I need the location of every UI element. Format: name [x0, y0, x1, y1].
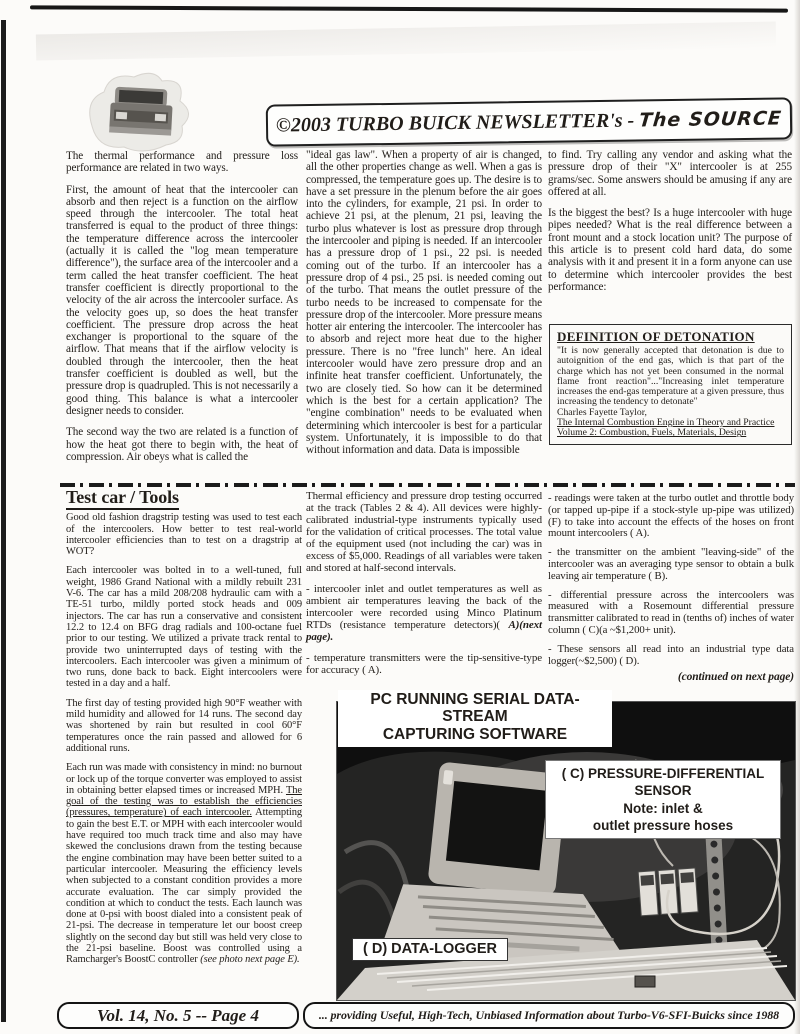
test-section-column-3: [548, 493, 794, 684]
photo-reference-note: (see photo next page E).: [200, 954, 300, 966]
detonation-box-source: The Internal Combustion Engine in Theory and Practice: [557, 417, 775, 429]
intro-column-3: [548, 149, 792, 302]
dashed-section-divider: [60, 483, 795, 487]
photo-heading: [338, 690, 612, 747]
intro-column-1: [66, 150, 298, 472]
masthead-title: ©2003 TURBO BUICK NEWSLETTER's -: [275, 109, 635, 137]
underlined-goal-text: The goal of the testing was to establish the efficiencies (pressures, temperature) of each intercooler.: [66, 784, 302, 819]
section-heading: Test car / Tools: [66, 492, 302, 503]
caption-c-line1: ( C) PRESSURE-DIFFERENTIAL: [561, 766, 765, 781]
test-section-column-1: [66, 487, 302, 974]
paragraph: The thermal performance and pressure loss performance are related in two ways.: [66, 150, 298, 175]
paragraph: - the transmitter on the ambient "leaving-side" of the intercooler was an averaging type sensor to obtain a bulk leaving air temperature ( B).: [548, 546, 794, 582]
masthead-title-script: The SOURCE: [638, 107, 784, 132]
paragraph: First, the amount of heat that the intercooler can absorb and then reject is a function on the airflow speed through the intercooler. The total heat transferred is equal to the product of three things: the temperature difference across the intercooler (actually it is called the "log mean temperature difference"), the surface area of the intercooler and a term called the heat transfer coefficient. The heat transfer coefficient is directly proportional to the velocity of the air across the intercooler surface. As the velocity goes up, so does the heat transfer coefficient. The pressure drop across the heat exchanger is proportional to the square of the airflow. That means that if the airflow velocity is doubled through the intercooler, then the heat transfer coefficient is doubled as well, but the pressure drop is quadrupled. This is not necessarily a good thing. This balance is what a intercooler designer needs to consider.: [66, 183, 298, 417]
footer-volume-page-box: Vol. 14, No. 5 -- Page 4: [57, 1002, 299, 1029]
footer-tagline-box: ... providing Useful, High-Tech, Unbiased Information about Turbo-V6-SFI-Buicks since 1988: [303, 1002, 795, 1029]
scan-page-edge: [36, 22, 776, 61]
scan-edge-top: [30, 5, 788, 12]
next-page-note: A)(next page).: [306, 619, 542, 643]
continued-note: (continued on next page): [677, 671, 794, 684]
burnout-car-photo: [82, 68, 198, 156]
car-smoke-illustration: [82, 68, 198, 156]
paragraph: - temperature transmitters were the tip-sensitive-type for accuracy ( A).: [306, 652, 542, 676]
caption-data-logger: ( D) DATA-LOGGER: [352, 938, 508, 961]
caption-pressure-differential-sensor: [545, 760, 781, 839]
paragraph: Each run was made with consistency in mind: no burnout or lock up of the torque converter was employed to assist in obtaining better elapsed times or increased MPH. The goal of the testing was to establish the efficiencies (pressures, temperature) of each intercooler. Attempting to gain the best E.T. or MPH with each intercooler would have required too much track time and also may have skewed the conclusions drawn from the testing because the engine combination may have been better suited to a particular intercooler. Measuring the efficiency levels when subjected to a constant condition provides a more accurate evaluation. The car simply provided the condition at which to conduct the tests. Each launch was done at 0-psi with boost dialed into a consistent peak of 21-psi. The decrease in temperature let our boost creep slightly on the second day but still was held very close to the 21-psi baseline. Boost was controlled using a Ramcharger's BoostC controller (see photo next page E).: [66, 762, 302, 966]
detonation-box-volume: Volume 2: Combustion, Fuels, Materials, Design: [557, 427, 747, 439]
caption-c-line3: Note: inlet &: [623, 800, 703, 816]
photo-heading-line1: PC RUNNING SERIAL DATA-STREAM: [370, 691, 580, 726]
paragraph: Is the biggest the best? Is a huge intercooler with huge pipes needed? What is the real difference between a front mount and a stock location unit? The purpose of this article is to present cold hard data, do some analysis with it and present it in a form anyone can use to determine which intercooler provides the best performance:: [548, 207, 792, 293]
paragraph: Thermal efficiency and pressure drop testing occurred at the track (Tables 2 & 4). All devices were highly-calibrated industrial-type instruments typically used for the validation of critical processes. The total value of the equipment used (not including the car) was in excess of $5,000. Readings of all variables were taken and stored at half-second intervals.: [306, 490, 542, 574]
paragraph: The first day of testing provided high 90°F weather with mild humidity and allowed for 14 runs. The second day was shortened by rain but resulted in cool 60°F temperatures once the rain passed and allowed for 6 additional runs.: [66, 697, 302, 754]
paragraph: - readings were taken at the turbo outlet and throttle body (or tapped up-pipe if a stock-style up-pipe was utilized)(F) to take into account the effects of the hoses on front mount intercoolers ( A).: [548, 492, 794, 540]
paragraph: Good old fashion dragstrip testing was used to test each of the intercoolers. How better to test real-world intercooler efficiencies than to test on a dragstrip at WOT?: [66, 512, 302, 558]
paragraph: - differential pressure across the intercoolers was measured with a Rosemount differential pressure transmitter calibrated to read in (tenths of) inches of water column ( C)(a ~$1,200+ unit).: [548, 588, 794, 636]
paragraph: The second way the two are related is a function of how the heat got there to begin with, the heat of compression. Air obeys what is called the: [66, 426, 298, 463]
scan-edge-left: [1, 20, 6, 1022]
paragraph: - intercooler inlet and outlet temperatures as well as ambient air temperatures leaving the back of the intercooler were recorded using Minco Platinum RTDs (resistance temperature detectors)( A)(next page).: [306, 583, 542, 643]
photo-heading-line2: CAPTURING SOFTWARE: [382, 725, 568, 743]
detonation-box-author: Charles Fayette Taylor,: [557, 406, 647, 418]
caption-c-line4: outlet pressure hoses: [592, 817, 734, 833]
paragraph: Each intercooler was bolted in to a well-tuned, full weight, 1986 Grand National with a mildly rebuilt 231 V-6. The car has a mild 208/208 hydraulic cam with a TE-51 turbo, mildly ported stock heads and 009 injectors. The car has run a conservative and consistent 12.2 to 12.4 on BFG drag radials and 100-octane fuel prior to our testing. We utilized a private track rental to provide two uninterrupted days of testing with the intercoolers. Each intercooler was given a minimum of two runs, done back to back. Eight intercoolers were tested in a day and a half.: [66, 565, 302, 690]
test-section-column-2: [306, 490, 542, 685]
paragraph: - These sensors all read into an industrial type data logger(~$2,500) ( D).: [548, 642, 794, 667]
detonation-box-body: "It is now generally accepted that detonation is due to autoignition of the end gas, which is that part of the charge which has not yet been consumed in the normal flame front reaction"..."Increasing inlet temperature increases the end-gas temperature at a given pressure, thus increasing the tendency to detonate": [557, 345, 784, 408]
definition-of-detonation-box: [549, 324, 792, 445]
paragraph: to find. Try calling any vendor and asking what the pressure drop of their "X" intercooler is at 255 grams/sec. Some answers should be amusing if any are offered at all.: [548, 149, 792, 198]
intro-column-2: [306, 149, 542, 465]
detonation-box-title: DEFINITION OF DETONATION: [557, 329, 755, 344]
paragraph: "ideal gas law". When a property of air is changed, all the other properties change as well. When a gas is compressed, the temperature goes up. The desire is to have a set pressure in the plenum before the air goes into the cylinders, for example, 21 psi. In order to achieve 21 psi, at the plenum, 21 psi, leaving the turbo plus whatever is lost as pressure drop through the intercooler and piping is needed. If an intercooler has a pressure drop of 1 psi., 22 psi. is needed coming out of the turbo. If an intercooler has a pressure drop of 4 psi., 25 psi. is needed coming out of the turbo. That means the outlet pressure of the turbo needs to be increased to compensate for the pressure drop of the intercooler. More pressure means hotter air entering the intercooler. The intercooler has to absorb and reject more heat due to the higher pressure. There is no "free lunch" here. An ideal intercooler would have zero pressure drop and an infinite heat transfer coefficient. Unfortunately, the two are closely tied. So how can it be determined which is the best for a certain application? The "engine combination" needs to be evaluated when determining which intercooler is best for a particular system. Unfortunately, it is impossible to do that without information and data. Data is impossible: [306, 149, 542, 457]
caption-c-line2: SENSOR: [634, 783, 692, 799]
newsletter-masthead: [266, 97, 793, 146]
